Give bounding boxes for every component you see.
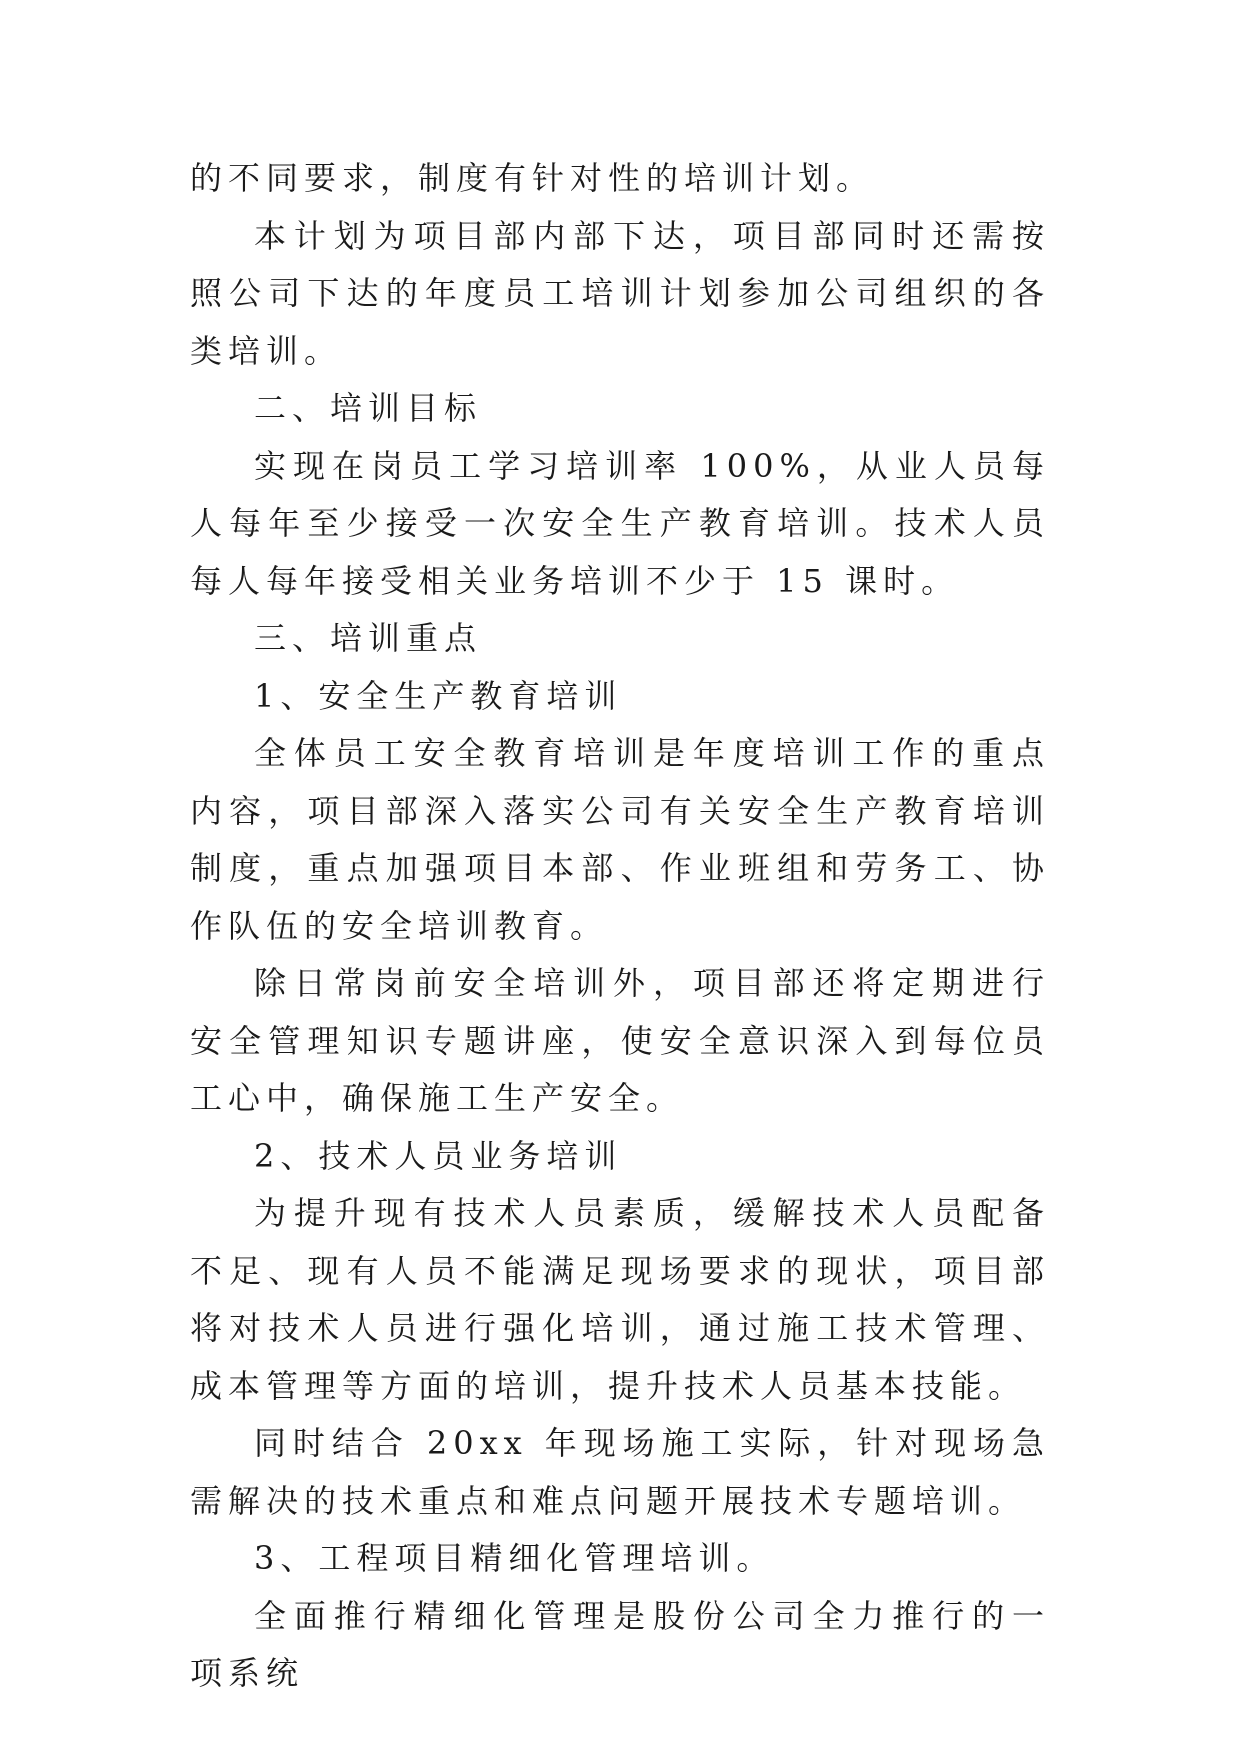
paragraph-plan-scope: 本计划为项目部内部下达，项目部同时还需按照公司下达的年度员工培训计划参加公司组织的各类培训。 xyxy=(190,216,1050,370)
subheading-refined-management: 3、工程项目精细化管理培训。 xyxy=(254,1539,775,1577)
paragraph-safety-training: 全体员工安全教育培训是年度培训工作的重点内容，项目部深入落实公司有关安全生产教育培训制度，重点加强项目本部、作业班组和劳务工、协作队伍的安全培训教育。 xyxy=(190,734,1050,945)
document-body xyxy=(190,150,1050,1703)
paragraph-technical-training: 为提升现有技术人员素质，缓解技术人员配备不足、现有人员不能满足现场要求的现状，项目部将对技术人员进行强化培训，通过施工技术管理、成本管理等方面的培训，提升技术人员基本技能。 xyxy=(190,1194,1050,1405)
paragraph-training-goals: 实现在岗员工学习培训率 100%，从业人员每人每年至少接受一次安全生产教育培训。技术人员每人每年接受相关业务培训不少于 15 课时。 xyxy=(190,446,1050,600)
section-heading-training-goals: 二、培训目标 xyxy=(254,389,483,427)
subheading-technical-training: 2、技术人员业务培训 xyxy=(254,1136,623,1175)
section-heading-training-focus: 三、培训重点 xyxy=(254,619,483,657)
subheading-safety-training: 1、安全生产教育培训 xyxy=(254,676,623,715)
paragraph-technical-topics: 同时结合 20xx 年现场施工实际，针对现场急需解决的技术重点和难点问题开展技术专题培训。 xyxy=(190,1424,1050,1520)
paragraph-continuation: 的不同要求，制度有针对性的培训计划。 xyxy=(190,159,875,197)
paragraph-refined-management: 全面推行精细化管理是股份公司全力推行的一项系统 xyxy=(190,1596,1050,1692)
paragraph-safety-lectures: 除日常岗前安全培训外，项目部还将定期进行安全管理知识专题讲座，使安全意识深入到每位员工心中，确保施工生产安全。 xyxy=(190,964,1050,1117)
